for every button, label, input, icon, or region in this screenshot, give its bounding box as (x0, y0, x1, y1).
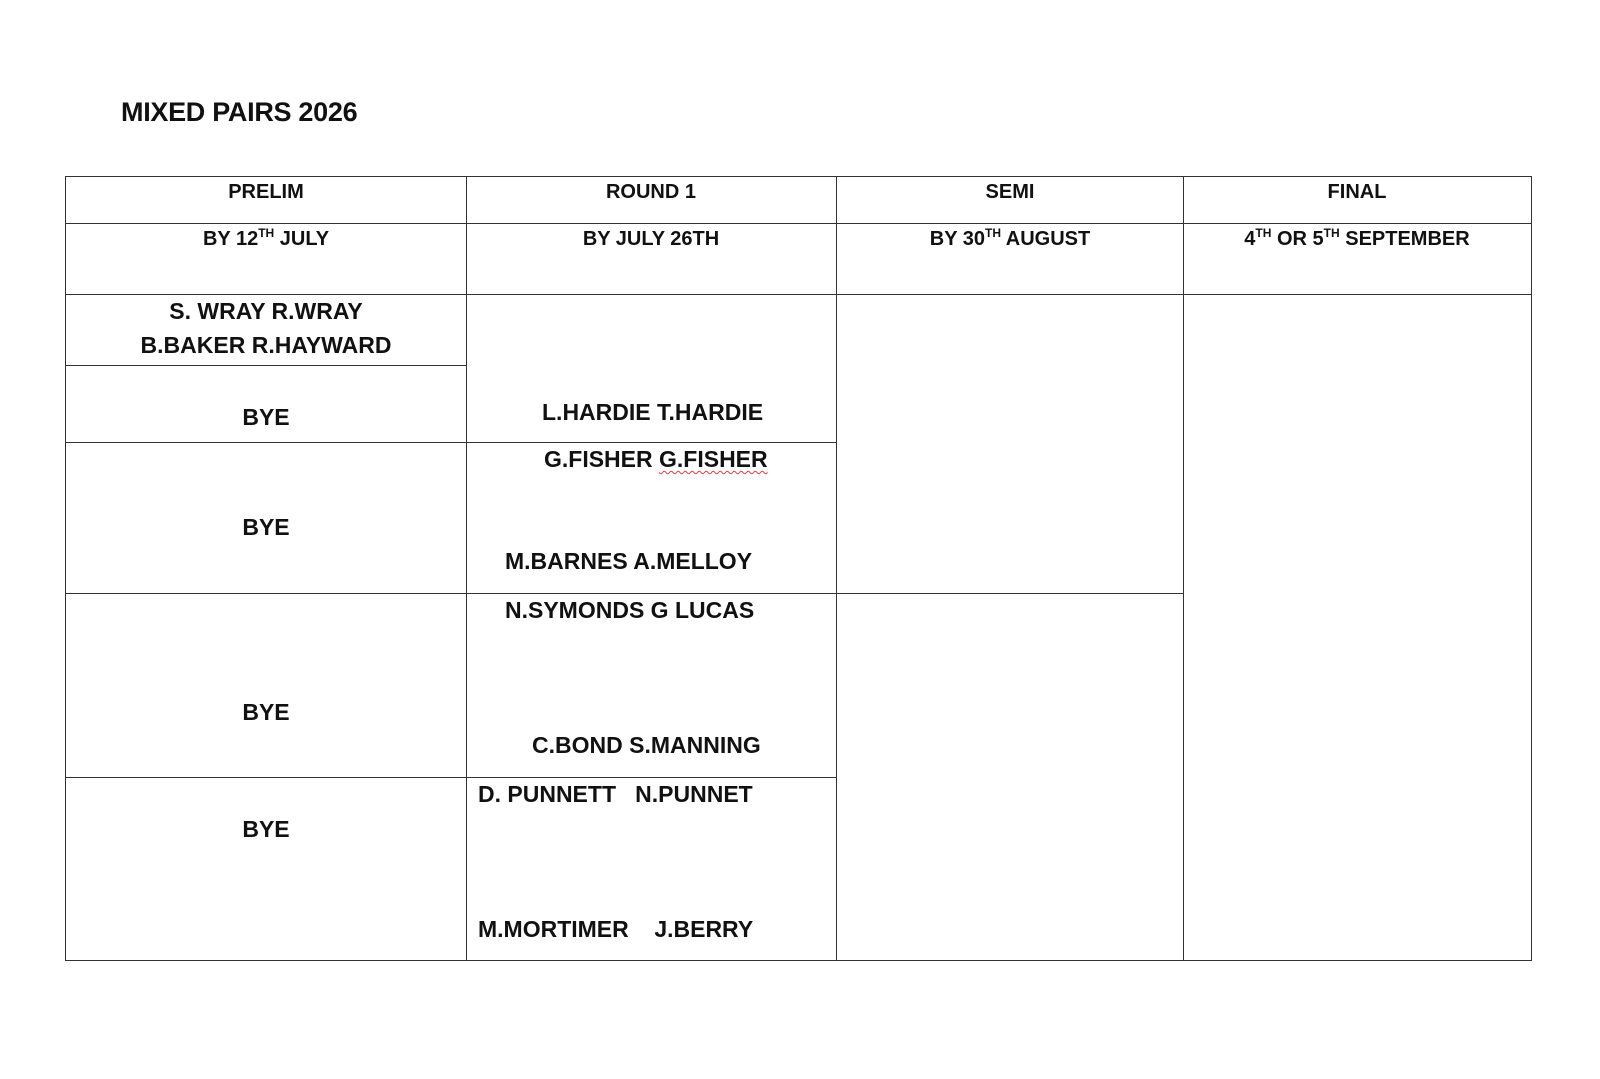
prelim-pair-1-line-2: B.BAKER R.HAYWARD (140, 332, 392, 358)
table-border-bottom (65, 960, 1532, 961)
deadline-final-sup-2: TH (1323, 226, 1340, 240)
round1-pair-fisher-b: G.FISHER (659, 446, 768, 472)
column-header-final: FINAL (1327, 181, 1387, 203)
col-divider-2 (836, 176, 837, 961)
deadline-prelim-month: JULY (274, 228, 330, 250)
deadline-round-1 (583, 229, 719, 249)
deadline-final-day-1: 4 (1244, 228, 1256, 250)
deadline-divider (65, 294, 1532, 295)
round1-pair-symonds-lucas: N.SYMONDS G LUCAS (505, 597, 755, 623)
row-divider-4 (65, 777, 836, 778)
row-divider-2 (65, 442, 836, 443)
round1-pair-barnes-melloy: M.BARNES A.MELLOY (505, 548, 753, 574)
deadline-final-sup-1: TH (1255, 226, 1272, 240)
deadline-final (1244, 226, 1470, 250)
col-divider-1 (466, 176, 467, 961)
deadline-semi (929, 226, 1091, 250)
round1-pair-fisher-a: G.FISHER (544, 446, 660, 472)
deadline-final-month: SEPTEMBER (1339, 228, 1470, 250)
round1-pair-mortimer-berry: M.MORTIMER J.BERRY (478, 916, 754, 942)
column-header-semi: SEMI (985, 181, 1035, 203)
header-divider (65, 223, 1532, 224)
prelim-bye-3: BYE (242, 699, 290, 725)
table-border-top (65, 176, 1532, 177)
round1-pair-hardie: L.HARDIE T.HARDIE (542, 399, 764, 425)
round1-pair-fisher (544, 448, 768, 471)
col-divider-3 (1183, 176, 1184, 961)
column-header-round-1: ROUND 1 (605, 181, 697, 203)
deadline-prelim-sup: TH (258, 226, 275, 240)
deadline-prelim-text: BY 12 (202, 228, 259, 250)
prelim-pair-1-line-1: S. WRAY R.WRAY (169, 298, 363, 324)
prelim-bye-1: BYE (242, 404, 290, 430)
round1-pair-punnett: D. PUNNETT N.PUNNET (478, 781, 753, 807)
deadline-final-day-2: OR 5 (1271, 228, 1324, 250)
deadline-semi-sup: TH (984, 226, 1001, 240)
prelim-bye-4: BYE (242, 816, 290, 842)
prelim-bye-2: BYE (242, 514, 290, 540)
table-border-right (1531, 176, 1532, 961)
document-title: MIXED PAIRS 2026 (121, 97, 358, 127)
prelim-divider-1 (65, 365, 466, 366)
row-divider-3 (65, 593, 1183, 594)
deadline-semi-text: BY 30 (929, 228, 985, 250)
deadline-round-1-text: BY JULY 26TH (582, 228, 720, 250)
deadline-semi-month: AUGUST (1000, 228, 1091, 250)
round1-pair-bond-manning: C.BOND S.MANNING (532, 732, 761, 758)
deadline-prelim (202, 226, 330, 250)
column-header-prelim: PRELIM (228, 181, 304, 203)
table-border-left (65, 176, 66, 961)
